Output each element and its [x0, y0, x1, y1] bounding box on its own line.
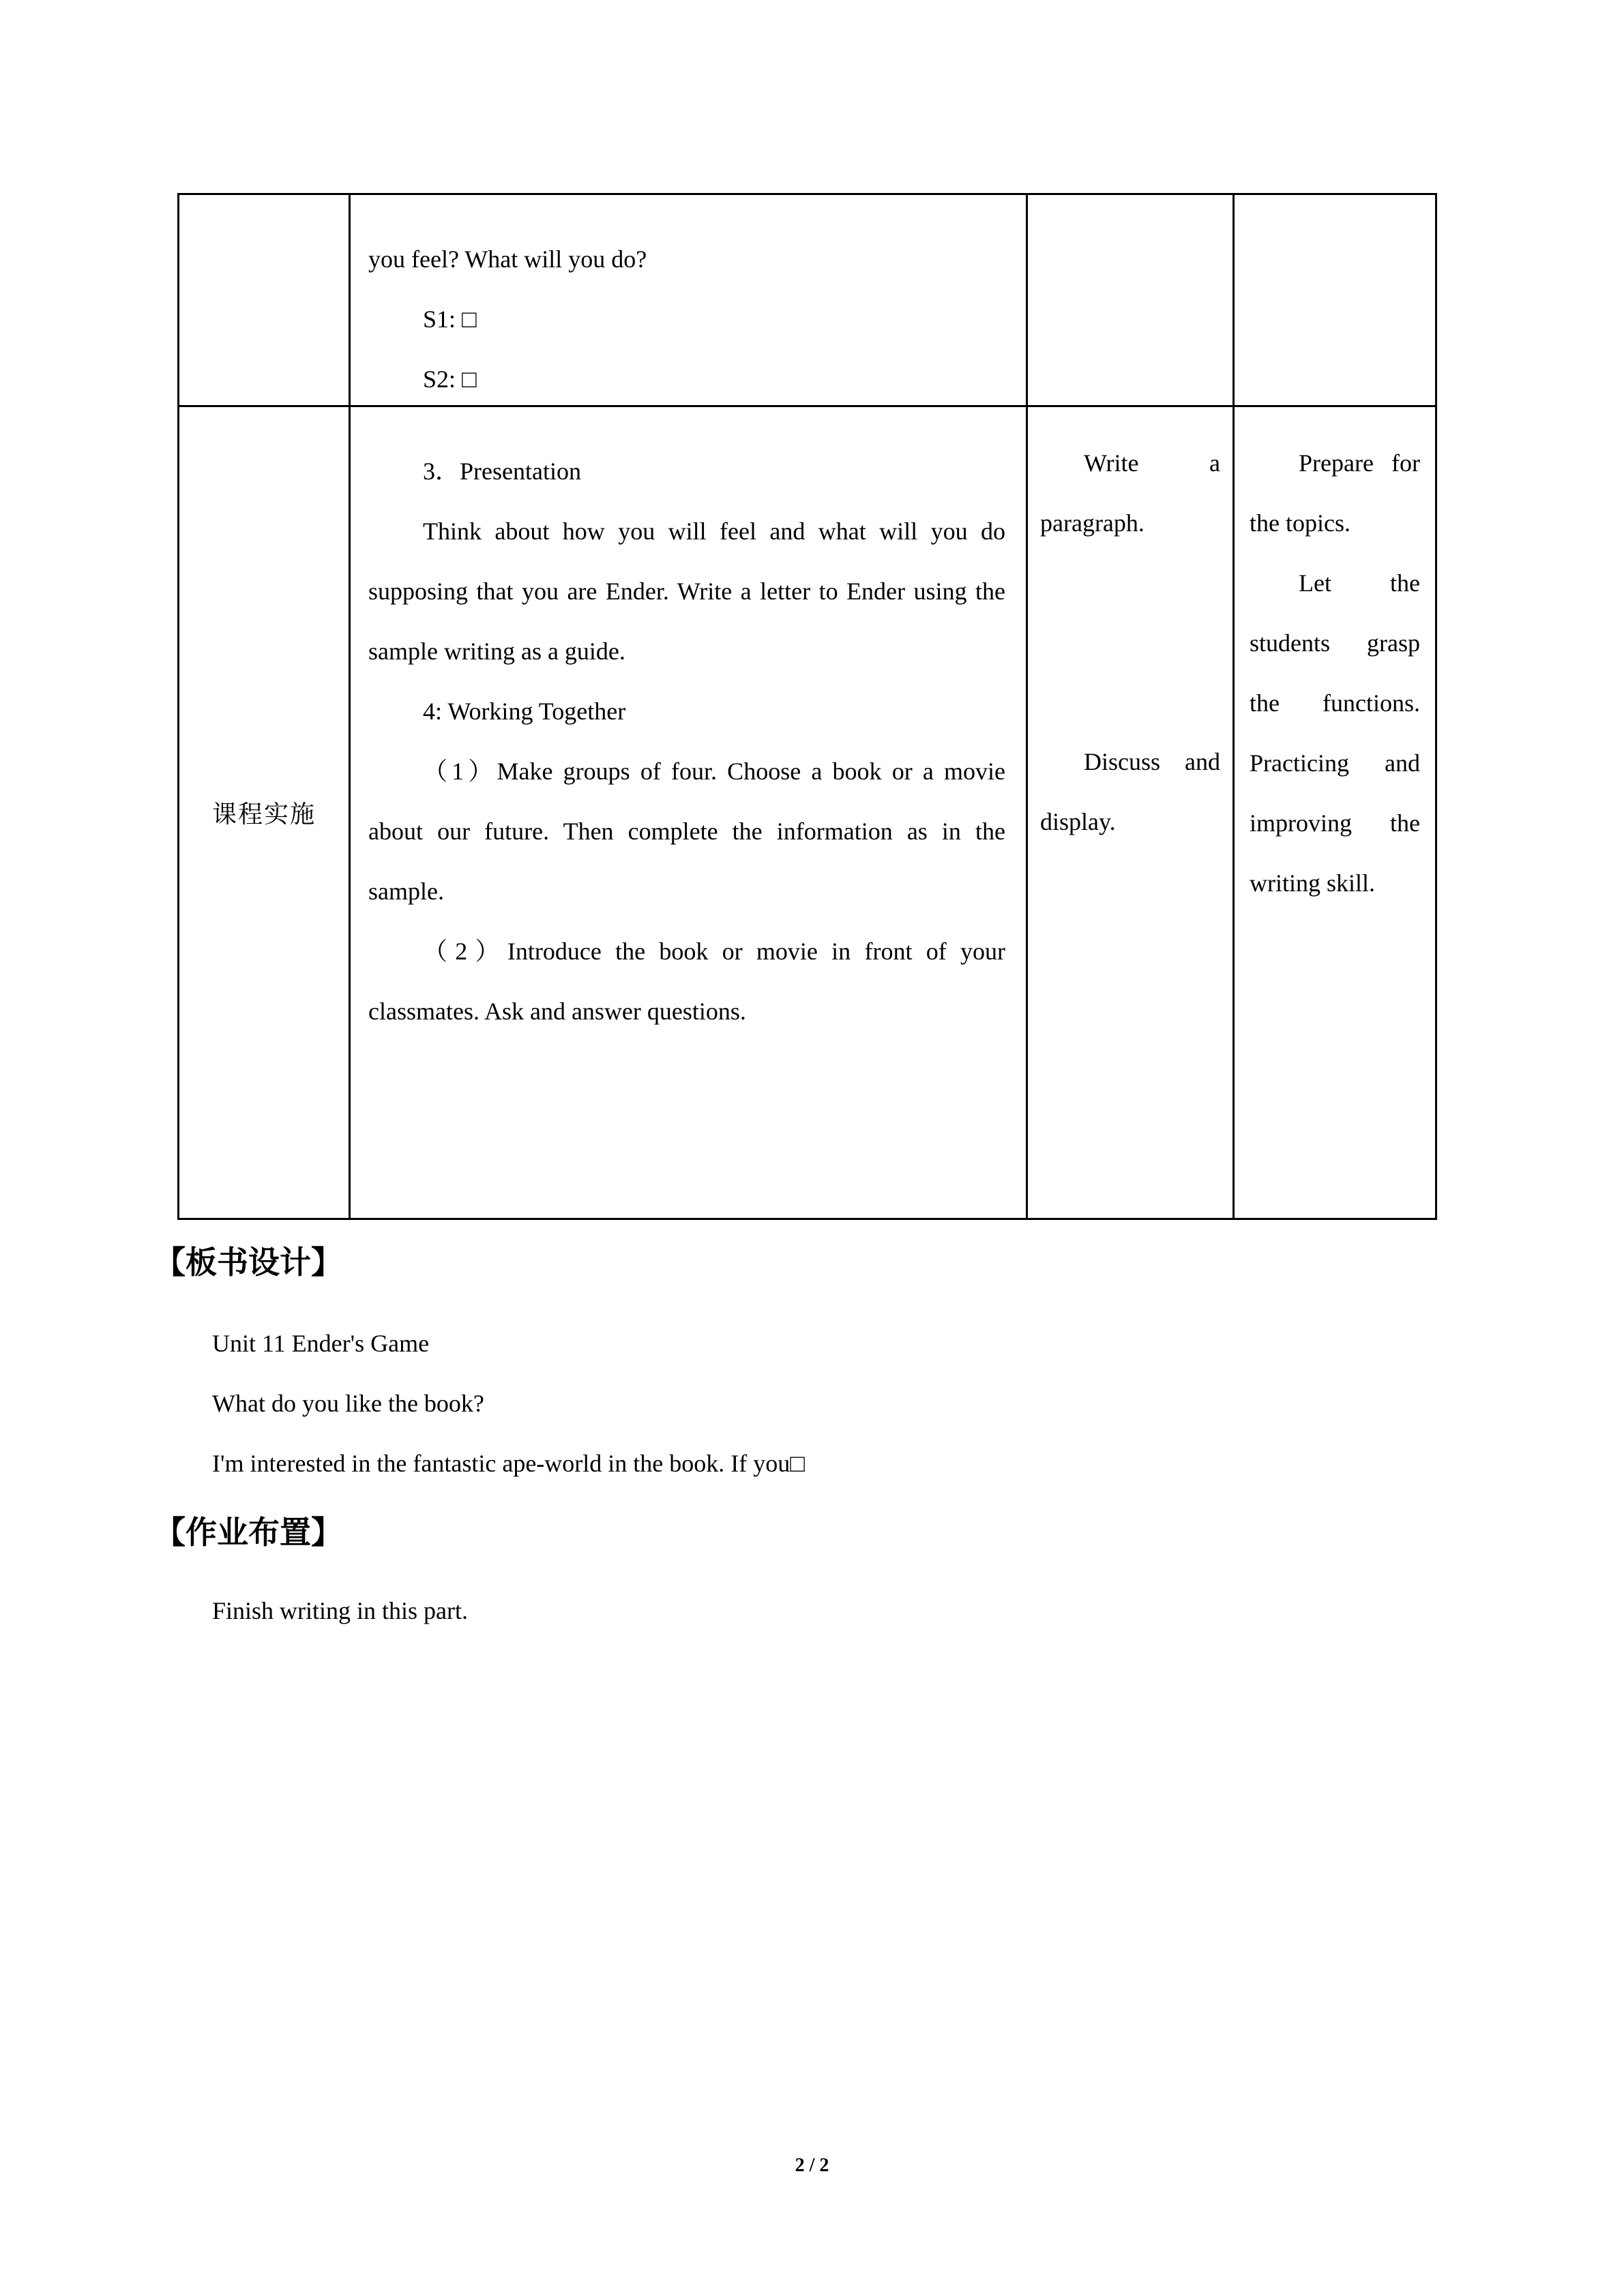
homework-line-text: Finish writing in this part.	[212, 1597, 469, 1624]
presentation-paragraph: Think about how you will feel and what will you do supposing that you are Ender. Write a letter to Ender using the sample writing as a guide.	[368, 518, 1005, 665]
activity-discuss-display: Discuss and display.	[1040, 748, 1220, 835]
student1-answer-line: S1: □	[423, 305, 477, 333]
homework-content	[212, 1581, 468, 1641]
dialogue-continuation-line: you feel? What will you do?	[368, 245, 647, 273]
table-cell-row1-content	[351, 195, 1028, 407]
table-cell-stage-label	[179, 407, 351, 1218]
purpose-grasp-functions: Let the students grasp the functions. Practicing and improving the writing skill.	[1250, 569, 1420, 897]
working-together-step1: （1）Make groups of four. Choose a book or a movie about our future. Then complete the information as in the sample.	[368, 758, 1005, 905]
table-cell-row1-purpose-empty	[1235, 195, 1435, 407]
table-cell-student-activity	[1028, 407, 1235, 1218]
board-design-content	[212, 1313, 805, 1493]
board-line-answer: I'm interested in the fantastic ape-world in the book. If you□	[212, 1450, 805, 1477]
activity-write-paragraph: Write a paragraph.	[1040, 449, 1220, 537]
board-line-question: What do you like the book?	[212, 1390, 484, 1417]
presentation-heading: 3．Presentation	[423, 458, 581, 485]
page-number: 2 / 2	[795, 2155, 829, 2176]
working-together-step2: （2）Introduce the book or movie in front of your classmates. Ask and answer questions.	[368, 938, 1005, 1025]
table-cell-design-purpose	[1235, 407, 1435, 1218]
board-design-heading: 【板书设计】	[154, 1244, 342, 1280]
table-cell-main-content	[351, 407, 1028, 1218]
working-together-heading: 4: Working Together	[423, 698, 626, 725]
lesson-plan-table	[177, 193, 1437, 1220]
purpose-prepare-topics: Prepare for the topics.	[1250, 449, 1420, 537]
student2-answer-line: S2: □	[423, 366, 477, 393]
stage-label-text: 课程实施	[211, 801, 316, 828]
table-cell-row1-activity-empty	[1028, 195, 1235, 407]
homework-heading: 【作业布置】	[154, 1515, 342, 1550]
table-cell-row1-stage-empty	[179, 195, 351, 407]
board-line-unit-title: Unit 11 Ender's Game	[212, 1330, 430, 1357]
